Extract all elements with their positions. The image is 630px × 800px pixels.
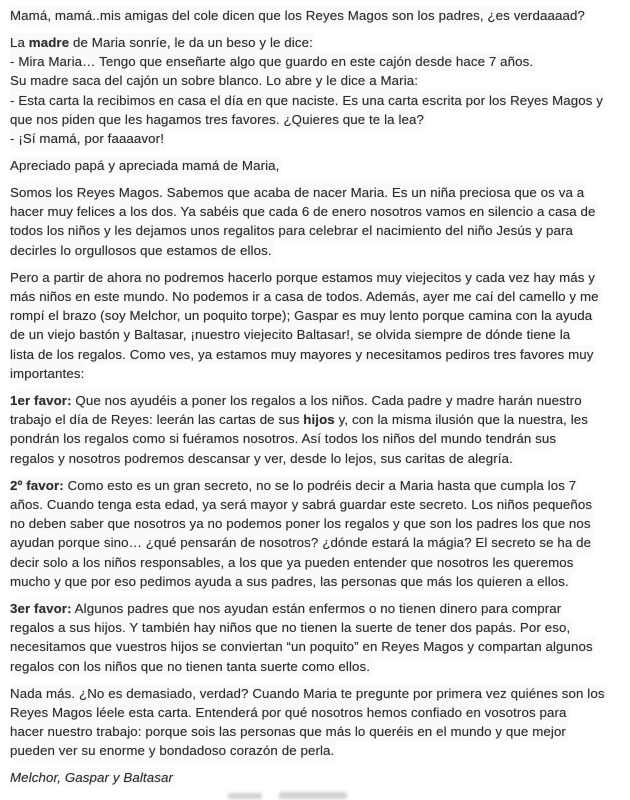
text-line (10, 476, 578, 495)
bold-text-segment: 3er favor: (10, 600, 72, 616)
text-segment: Somos los Reyes Magos. Sabemos que acaba de nacer Maria. Es un niña preciosa que os va a (10, 184, 585, 200)
text-line (10, 514, 593, 533)
text-line (10, 306, 594, 325)
text-line (10, 741, 336, 760)
text-line (10, 202, 598, 221)
text-line (10, 618, 572, 637)
text-line (10, 657, 372, 676)
text-line (10, 429, 558, 448)
bold-text-segment: 1er favor: (10, 392, 72, 408)
paragraph (10, 684, 622, 761)
text-line (10, 156, 281, 175)
text-line (10, 495, 594, 514)
bold-text-segment: 2º favor: (10, 477, 64, 493)
text-segment: de un viejo bastón y Baltasar, ¡nuestro viejecito Baltasar!, se olvida siempre de dónde tiene la (10, 327, 571, 343)
paragraph (10, 391, 622, 468)
text-segment: necesitamos que vuestros hijos se conviertan “un poquito” en Reyes Magos y compartan algunos (10, 639, 593, 655)
text-line (10, 553, 576, 572)
text-line (10, 572, 571, 591)
text-segment: - Esta carta la recibimos en casa el día en que naciste. Es una carta escrita por los Reyes Magos y (10, 92, 604, 108)
bold-text-segment: madre (28, 34, 70, 50)
text-segment: Mamá, mamá..mis amigas del cole dicen que los Reyes Magos son los padres, ¿es verdaaaad? (10, 8, 585, 23)
text-segment: mucho y que por eso pedimos ayuda a sus padres, las personas que más los quieren a ellos. (10, 574, 569, 590)
text-line (10, 410, 590, 429)
text-segment: regalos a sus hijos. Y también hay niños que no tienen la suerte de tener dos papás. Por eso, (10, 620, 571, 636)
text-segment: Pero a partir de ahora no podremos hacerlo porque estamos muy viejecitos y cada vez hay más y (10, 269, 596, 285)
text-segment: hacer nuestro trabajo: porque sois las personas que más lo queréis en el mundo y que mejor (10, 724, 566, 740)
text-segment: Apreciado papá y apreciada mamá de Maria, (10, 158, 280, 174)
text-line (10, 221, 575, 240)
bold-text-segment: hijos (303, 412, 335, 428)
text-segment: - Mira Maria… Tengo que enseñarte algo que guardo en este cajón desde hace 7 años. (10, 54, 534, 70)
text-segment: trabajo el día de Reyes: leerán las cartas de sus (10, 412, 304, 428)
text-line (10, 703, 569, 722)
text-segment: no deben saber que nosotros ya no podemos poner los regalos y que son los padres los que nos (10, 516, 591, 532)
text-segment: importantes: (10, 366, 85, 382)
text-line (10, 533, 593, 552)
text-segment: Nada más. ¿No es demasiado, verdad? Cuando Maria te pregunte por primera vez quiénes son los (10, 685, 605, 701)
text-segment: pueden ver su enorme y bondadoso corazón de perla. (10, 743, 335, 759)
text-line (10, 599, 563, 618)
text-segment: Reyes Magos léele esta carta. Entenderá por qué nosotros hemos confiado en vosotros para (10, 704, 567, 720)
paragraph (10, 156, 622, 175)
text-line (10, 325, 572, 344)
text-line (10, 91, 605, 110)
paragraph (10, 268, 622, 384)
text-segment: La (10, 34, 29, 50)
text-segment: todos los niños y les dejamos unos regalitos para celebrar el nacimiento del niño Jesús y para (10, 223, 574, 239)
text-line (10, 129, 166, 148)
text-segment: regalos y nosotros podremos descansar y ver, desde lo lejos, sus caritas de alegría. (10, 450, 513, 466)
text-segment: más niños en este mundo. No podemos ir a casa de todos. Además, ayer me caí del camello y me (10, 288, 599, 304)
italic-text-segment: Melchor, Gaspar y Baltasar (10, 770, 173, 786)
text-line (10, 449, 515, 468)
text-segment: Que nos ayudéis a poner los regalos a los niños. Cada padre y madre harán nuestro (71, 392, 582, 408)
text-line (10, 722, 568, 741)
text-segment: hacer muy felices a los dos. Ya sabéis que cada 6 de enero nosotros vamos en silencio a casa de (10, 204, 596, 220)
text-segment: ayudan porque sino… ¿qué pensarán de nosotros? ¿dónde estará la mágia? El secreto se ha de (10, 535, 592, 551)
text-segment: decir solo a los niños responsables, a los que ya pueden entender que nosotros les queremos (10, 554, 574, 570)
text-line (10, 684, 607, 703)
text-line (10, 268, 597, 287)
text-line (10, 33, 315, 52)
paragraph (10, 599, 622, 676)
paragraph (10, 183, 622, 260)
text-segment: regalos con los niños que no tienen tanta suerte como ellos. (10, 658, 371, 674)
text-segment: que nos piden que les hagamos tres favores. ¿Quieres que te la lea? (10, 111, 424, 127)
text-line (10, 241, 274, 260)
text-segment: de Maria sonríe, le da un beso y le dice: (69, 34, 313, 50)
paragraph (10, 33, 622, 149)
text-segment: rompí el brazo (soy Melchor, un poquito torpe); Gaspar es muy lento porque camina con la ayuda (10, 308, 593, 324)
text-segment: Algunos padres que nos ayudan están enfermos o no tienen dinero para comprar (71, 600, 562, 616)
text-line (10, 637, 595, 656)
paragraph (10, 476, 622, 592)
text-segment: lista de los regalos. Como ves, ya estamos muy mayores y necesitamos pediros tres favores muy (10, 346, 594, 362)
text-segment: Su madre saca del cajón un sobre blanco. Lo abre y le dice a Maria: (10, 73, 419, 89)
cropped-next-line-artifact (228, 793, 262, 799)
text-line (10, 287, 601, 306)
text-line (10, 391, 584, 410)
text-segment: y, con la misma ilusión que la nuestra, les (334, 412, 589, 428)
text-segment: pondrán los regalos como si fuéramos nosotros. Así todos los niños del mundo tendrán sus (10, 431, 557, 447)
text-line (10, 110, 426, 129)
cropped-next-line-artifact (279, 792, 347, 799)
text-line (10, 71, 420, 90)
paragraph (10, 768, 622, 787)
text-segment: - ¡Sí mamá, por faaaavor! (10, 131, 164, 147)
text-segment: Como esto es un gran secreto, no se lo podréis decir a Maria hasta que cumpla los 7 (63, 477, 577, 493)
text-line (10, 364, 86, 383)
text-line (10, 345, 596, 364)
text-segment: decirles lo orgullosos que estamos de ellos. (10, 242, 272, 258)
text-line (10, 52, 535, 71)
text-line (10, 6, 587, 25)
text-line (10, 183, 586, 202)
paragraph (10, 6, 622, 25)
text-line (10, 768, 175, 787)
text-segment: años. Cuando tenga esta edad, ya será mayor y sabrá guardar este secreto. Los niños pequeños (10, 496, 593, 512)
